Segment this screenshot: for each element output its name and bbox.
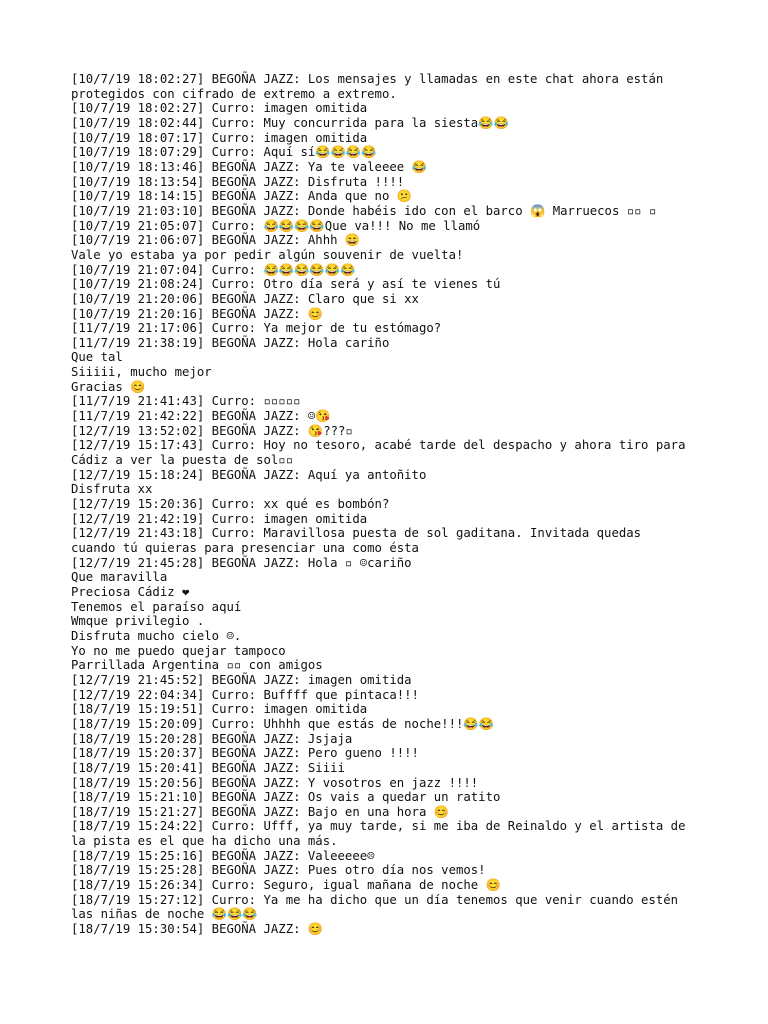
transcript-line: Vale yo estaba ya por pedir algún souvenir de vuelta! <box>71 247 464 262</box>
transcript-line: la pista es el que ha dicho una más. <box>71 834 338 849</box>
transcript-line: [18/7/19 15:20:37] BEGOÑA JAZZ: Pero gueno !!!! <box>71 746 419 761</box>
transcript-line: [12/7/19 21:43:18] Curro: Maravillosa puesta de sol gaditana. Invitada quedas <box>71 526 642 541</box>
transcript-line: [12/7/19 21:45:52] BEGOÑA JAZZ: imagen omitida <box>71 672 412 687</box>
transcript-line: [12/7/19 15:20:36] Curro: xx qué es bombón? <box>71 497 390 512</box>
transcript-line: [18/7/19 15:30:54] BEGOÑA JAZZ: 😊 <box>71 922 324 937</box>
transcript-line: [10/7/19 18:02:44] Curro: Muy concurrida para la siesta😂😂 <box>71 115 509 130</box>
transcript-line: Cádiz a ver la puesta de sol▫▫ <box>71 453 294 468</box>
transcript-line: Wmque privilegio . <box>71 614 205 629</box>
transcript-line: [12/7/19 21:45:28] BEGOÑA JAZZ: Hola ▫ ☺cariño <box>71 555 412 570</box>
transcript-line: Disfruta mucho cielo ☺. <box>71 628 242 643</box>
transcript-line: protegidos con cifrado de extremo a extremo. <box>71 86 397 101</box>
transcript-line: [12/7/19 15:18:24] BEGOÑA JAZZ: Aquí ya antoñito <box>71 467 427 482</box>
transcript-line: [18/7/19 15:20:28] BEGOÑA JAZZ: Jsjaja <box>71 731 353 746</box>
transcript-line: [10/7/19 21:06:07] BEGOÑA JAZZ: Ahhh 😄 <box>71 233 361 248</box>
transcript-line: [18/7/19 15:25:16] BEGOÑA JAZZ: Valeeeee☹ <box>71 848 375 863</box>
transcript-line: Preciosa Cádiz ❤ <box>71 584 190 599</box>
transcript-line: [10/7/19 21:08:24] Curro: Otro día será y así te vienes tú <box>71 277 501 292</box>
transcript-line: [18/7/19 15:19:51] Curro: imagen omitida <box>71 702 368 717</box>
transcript-line: [12/7/19 13:52:02] BEGOÑA JAZZ: 😘???▫ <box>71 423 353 438</box>
transcript-line: [11/7/19 21:41:43] Curro: ▫▫▫▫▫ <box>71 394 301 409</box>
transcript-line: [18/7/19 15:26:34] Curro: Seguro, igual mañana de noche 😊 <box>71 878 501 893</box>
transcript-line: [10/7/19 18:07:29] Curro: Aquí sí😂😂😂😂 <box>71 145 377 160</box>
transcript-line: [12/7/19 22:04:34] Curro: Buffff que pintaca!!! <box>71 687 419 702</box>
transcript-line: las niñas de noche 😂😂😂 <box>71 907 258 922</box>
transcript-line: [10/7/19 21:20:06] BEGOÑA JAZZ: Claro que si xx <box>71 291 419 306</box>
transcript-line: Disfruta xx <box>71 482 153 497</box>
transcript-line: [18/7/19 15:20:41] BEGOÑA JAZZ: Siiii <box>71 760 345 775</box>
transcript-line: [18/7/19 15:21:10] BEGOÑA JAZZ: Os vais a quedar un ratito <box>71 790 501 805</box>
transcript-line: [18/7/19 15:20:09] Curro: Uhhhh que estás de noche!!!😂😂 <box>71 716 494 731</box>
transcript-line: [10/7/19 21:07:04] Curro: 😂😂😂😂😂😂 <box>71 262 356 277</box>
transcript-line: [10/7/19 18:14:15] BEGOÑA JAZZ: Anda que no 😕 <box>71 189 413 204</box>
transcript-line: [10/7/19 18:13:54] BEGOÑA JAZZ: Disfruta !!!! <box>71 174 405 189</box>
transcript-line: [10/7/19 18:07:17] Curro: imagen omitida <box>71 130 368 145</box>
transcript-line: [18/7/19 15:20:56] BEGOÑA JAZZ: Y vosotros en jazz !!!! <box>71 775 479 790</box>
transcript-line: [18/7/19 15:27:12] Curro: Ya me ha dicho que un día tenemos que venir cuando estén <box>71 892 679 907</box>
transcript-line: Yo no me puedo quejar tampoco <box>71 643 286 658</box>
transcript-line: Que tal <box>71 350 123 365</box>
transcript-line: [12/7/19 21:42:19] Curro: imagen omitida <box>71 511 368 526</box>
transcript-line: Gracias 😊 <box>71 379 146 394</box>
transcript-line: Tenemos el paraíso aquí <box>71 599 242 614</box>
transcript-line: [10/7/19 18:02:27] BEGOÑA JAZZ: Los mensajes y llamadas en este chat ahora están <box>71 72 664 86</box>
transcript-line: Que maravilla <box>71 570 168 585</box>
chat-transcript <box>71 72 711 937</box>
transcript-line: [18/7/19 15:25:28] BEGOÑA JAZZ: Pues otro día nos vemos! <box>71 863 486 878</box>
transcript-line: [18/7/19 15:21:27] BEGOÑA JAZZ: Bajo en una hora 😊 <box>71 804 450 819</box>
transcript-line: [18/7/19 15:24:22] Curro: Ufff, ya muy tarde, si me iba de Reinaldo y el artista de <box>71 819 686 834</box>
transcript-line: [11/7/19 21:17:06] Curro: Ya mejor de tu estómago? <box>71 321 442 336</box>
transcript-line: [12/7/19 15:17:43] Curro: Hoy no tesoro, acabé tarde del despacho y ahora tiro para <box>71 438 686 453</box>
transcript-line: cuando tú quieras para presenciar una como ésta <box>71 541 419 555</box>
transcript-line: [11/7/19 21:38:19] BEGOÑA JAZZ: Hola cariño <box>71 335 390 350</box>
transcript-line: [10/7/19 18:13:46] BEGOÑA JAZZ: Ya te valeeee 😂 <box>71 159 427 174</box>
transcript-line: [11/7/19 21:42:22] BEGOÑA JAZZ: ☺😘 <box>71 409 331 424</box>
transcript-line: [10/7/19 21:20:16] BEGOÑA JAZZ: 😊 <box>71 306 324 321</box>
transcript-line: Parrillada Argentina ▫▫ con amigos <box>71 658 323 673</box>
transcript-line: [10/7/19 18:02:27] Curro: imagen omitida <box>71 101 368 116</box>
transcript-line: Siiiii, mucho mejor <box>71 365 212 380</box>
transcript-line: [10/7/19 21:05:07] Curro: 😂😂😂😂Que va!!! No me llamó <box>71 218 481 233</box>
transcript-line: [10/7/19 21:03:10] BEGOÑA JAZZ: Donde habéis ido con el barco 😱 Marruecos ▫▫ ▫ <box>71 203 657 218</box>
